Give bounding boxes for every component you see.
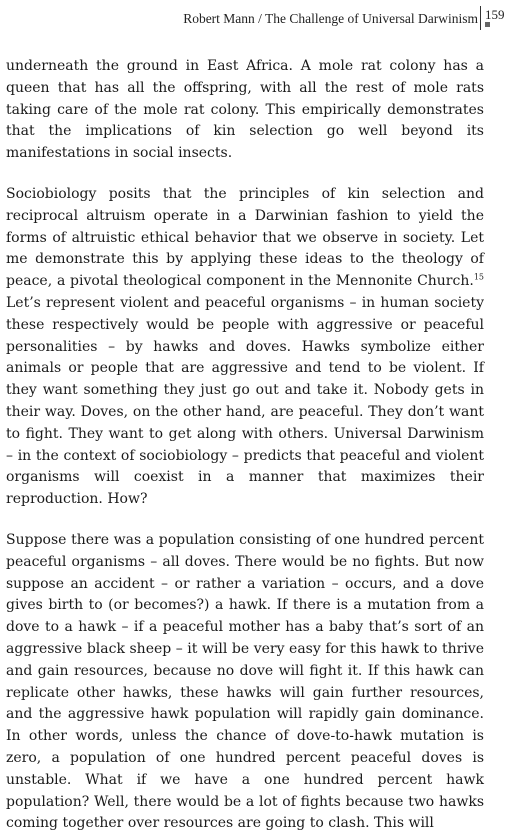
footnote-reference[interactable]: 15 xyxy=(473,272,484,282)
running-title: Robert Mann / The Challenge of Universal Darwinism xyxy=(183,11,478,26)
paragraph-3: Suppose there was a population consisting of one hundred percent peaceful organisms – all doves. There would be no fights. But now suppose an accident – or rather a variation – occurs, and a dove gives birth to (or becomes?) a hawk. If there is a mutation from a dove to a hawk – if a peaceful mother has a baby that’s sort of an aggressive black sheep – it will be very easy for this hawk to thrive and gain resources, because no dove will fight it. If this hawk can replicate other hawks, these hawks will gain further resources, and the aggressive hawk population will rapidly gain dominance. In other words, unless the chance of dove-to-hawk mutation is zero, a population of one hundred percent peaceful doves is unstable. What if we have a one hundred percent hawk population? Well, there would be a lot of fights because two hawks coming together over resources are going to clash. This will xyxy=(6,531,484,832)
paragraph-2-text-b: Let’s represent violent and peaceful organisms – in human society these respectively would be people with aggressive or peaceful personalities – by hawks and doves. Hawks symbolize either animals or people that are aggressive and tend to be violent. If they want something they just go out and take it. Nobody gets in their way. Doves, on the other hand, are peaceful. They don’t want to fight. They want to get along with others. Universal Darwinism – in the context of sociobiology – predicts that peaceful and violent organisms will coexist in a manner that maximizes their reproduction. How? xyxy=(6,294,484,508)
page-number-box xyxy=(480,6,507,30)
paragraph-2-text-a: Sociobiology posits that the principles of kin selection and reciprocal altruism operate in a Darwinian fashion to yield the forms of altruistic ethical behavior that we observe in society. Let me demonstrate this by applying these ideas to the theology of peace, a pivotal theological component in the Mennonite Church. xyxy=(6,185,484,290)
page-marker-square xyxy=(485,22,490,27)
body-text xyxy=(6,56,484,835)
paragraph-2 xyxy=(6,184,484,511)
page-number: 159 xyxy=(485,7,505,22)
running-header xyxy=(0,6,512,30)
paragraph-1: underneath the ground in East Africa. A mole rat colony has a queen that has all the offspring, with all the rest of mole rats taking care of the mole rat colony. This empirically demonstrates that the implications of kin selection go well beyond its manifestations in social insects. xyxy=(6,58,484,162)
